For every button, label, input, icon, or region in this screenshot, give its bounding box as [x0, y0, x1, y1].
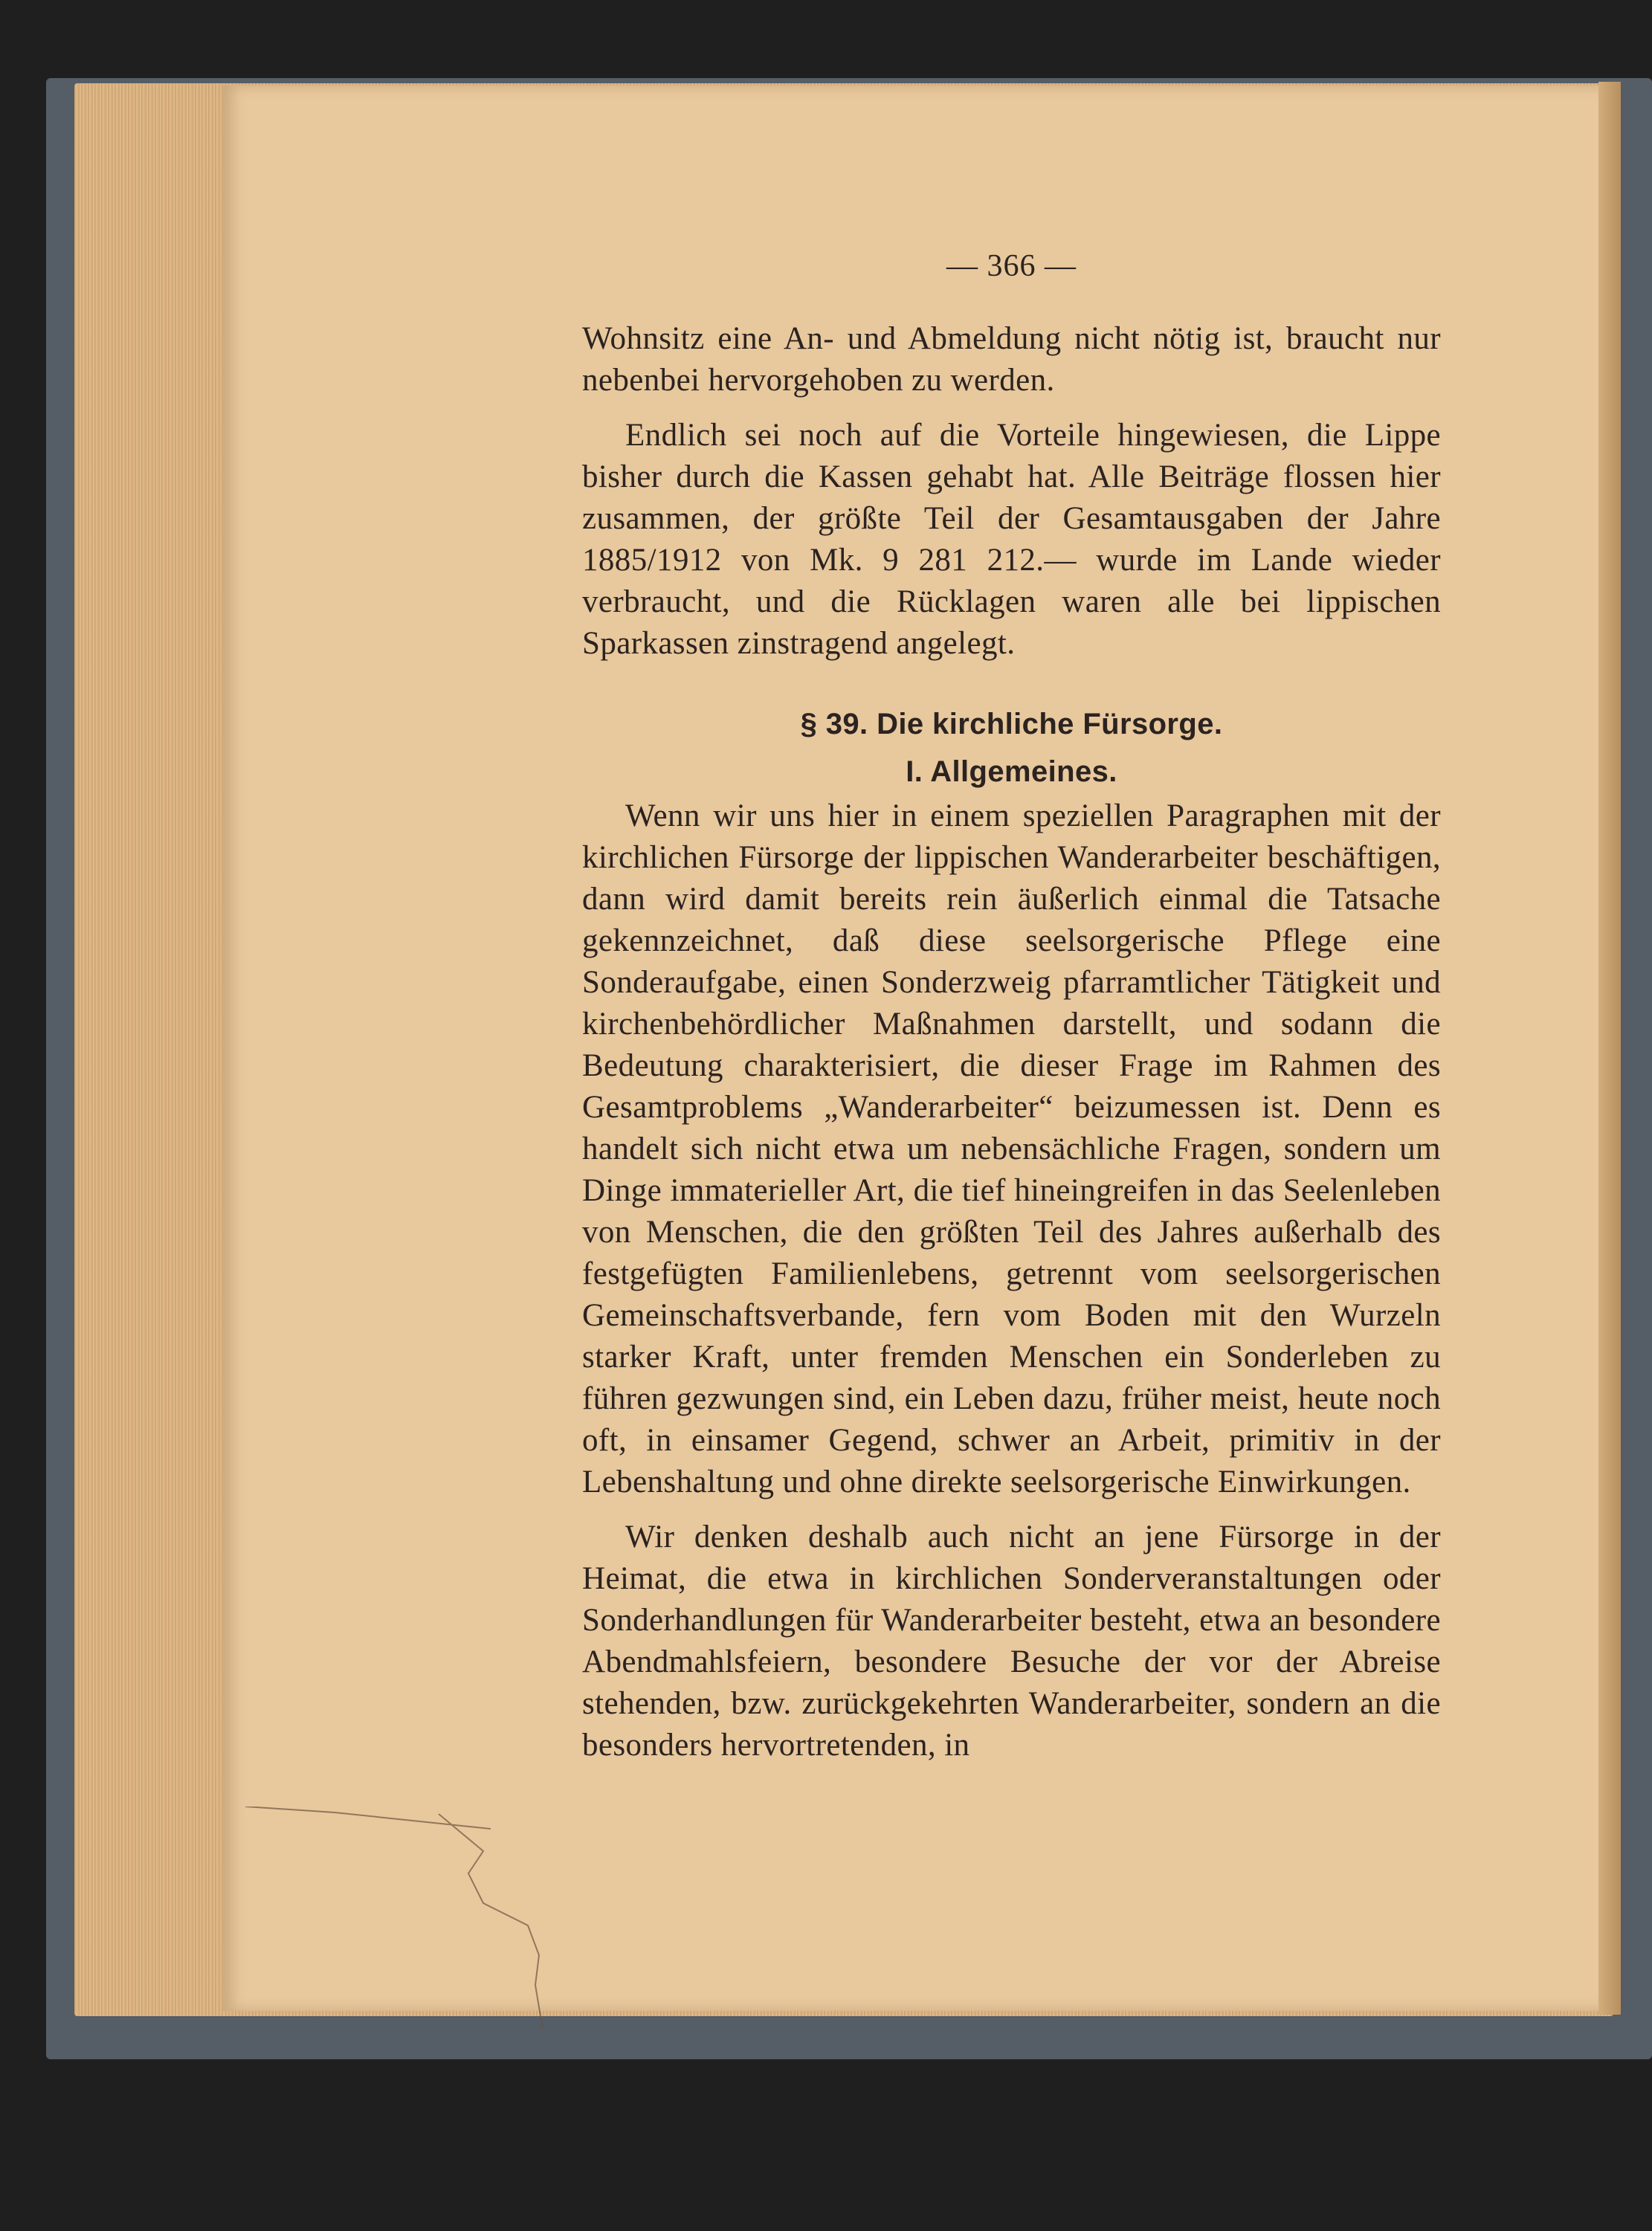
paragraph: Wohnsitz eine An- und Abmeldung nicht nötig ist, braucht nur nebenbei hervorgehoben zu werden. [582, 321, 1441, 398]
page-gutter [1598, 82, 1621, 2015]
paragraph: Endlich sei noch auf die Vorteile hingewiesen, die Lippe bisher durch die Kassen gehabt hat. Alle Beiträge flossen hier zusammen, der größte Teil der Gesamtausgaben der Jahre 1885/1912 von Mk. 9 281 212.— wurde im Lande wieder verbraucht, und die Rücklagen waren alle bei lippischen Sparkassen zinstragend angelegt. [582, 418, 1441, 661]
paragraph: Wir denken deshalb auch nicht an jene Fürsorge in der Heimat, die etwa in kirchlichen Sonderveranstaltungen oder Sonderhandlungen für Wanderarbeiter besteht, etwa an besondere Abendmahlsfeiern, besondere Besuche der vor der Abreise stehenden, bzw. zurückgekehrten Wanderarbeiter, sondern an die besonders hervortretenden, in [582, 1520, 1441, 1763]
paragraph: Wenn wir uns hier in einem speziellen Paragraphen mit der kirchlichen Fürsorge der lippischen Wanderarbeiter beschäftigen, dann wird damit bereits rein äußerlich einmal die Tatsache gekennzeichnet, daß diese seelsorgerische Pflege eine Sonderaufgabe, einen Sonderzweig pfarramtlicher Tätigkeit und kirchenbehördlicher Maßnahmen darstellt, und sodann die Bedeutung charakterisiert, die dieser Frage im Rahmen des Gesamtproblems „Wanderarbeiter“ beizumessen ist. Denn es handelt sich nicht etwa um nebensächliche Fragen, sondern um Dinge immaterieller Art, die tief hineingreifen in das Seelenleben von Menschen, die den größten Teil des Jahres außerhalb des festgefügten Familienlebens, getrennt vom seelsorgerischen Gemeinschaftsverbande, fern vom Boden mit den Wurzeln starker Kraft, unter fremden Menschen ein Sonderleben zu führen gezwungen sind, ein Leben dazu, früher meist, heute noch oft, in einsamer Gegend, schwer an Arbeit, primitiv in der Lebenshaltung und ohne direkte seelsorgerische Einwirkungen. [582, 798, 1441, 1499]
text-column [582, 245, 1441, 1780]
torn-corner [245, 1807, 558, 2030]
page-number: — 366 — [946, 249, 1077, 283]
section-heading: § 39. Die kirchliche Fürsorge. [800, 708, 1223, 740]
subsection-heading: I. Allgemeines. [906, 755, 1117, 788]
